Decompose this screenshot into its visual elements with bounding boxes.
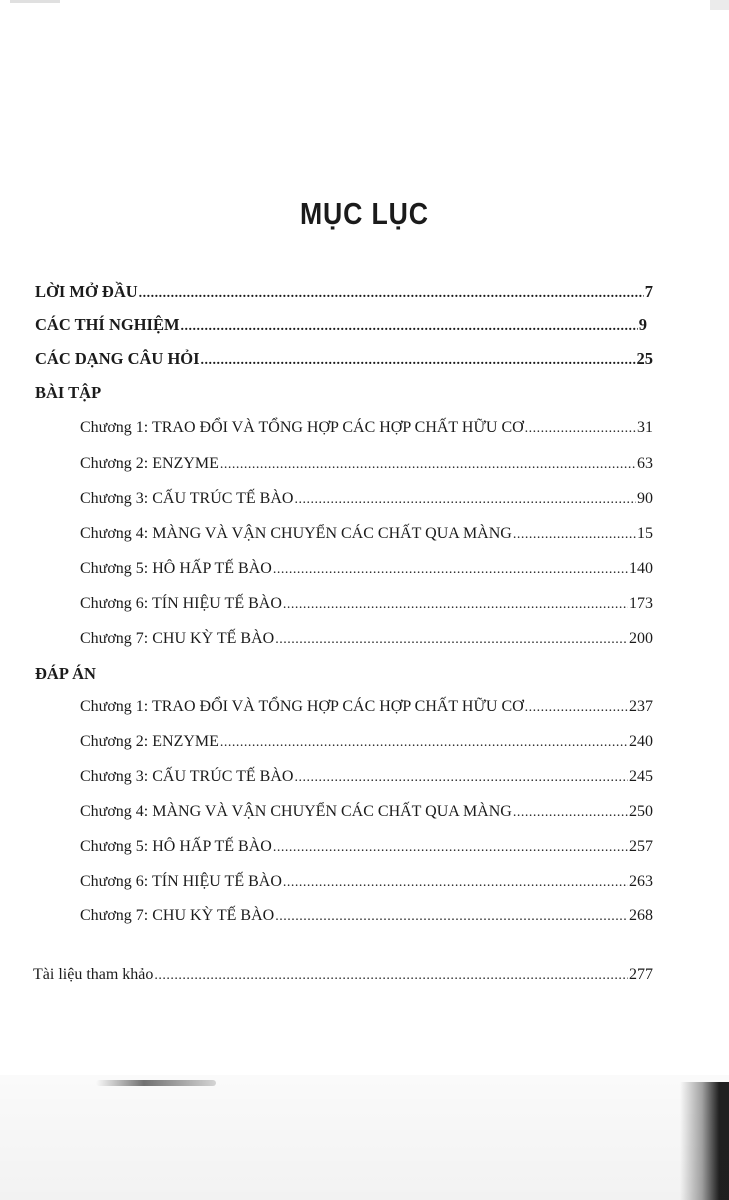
- toc-chapter-entry: [80, 698, 653, 716]
- toc-entry-label: Chương 3: CẤU TRÚC TẾ BÀO: [80, 768, 294, 785]
- toc-chapter-entry: [80, 490, 653, 508]
- toc-entry: [35, 282, 653, 302]
- toc-entry-label: CÁC DẠNG CÂU HỎI: [35, 349, 200, 368]
- dot-leader: [294, 492, 636, 508]
- toc-entry-page: 140: [629, 560, 653, 577]
- toc-entry-label: LỜI MỞ ĐẦU: [35, 282, 138, 301]
- dot-leader: [525, 700, 628, 716]
- toc-chapter-entry: [80, 419, 653, 437]
- toc-entry-page: 31: [637, 419, 653, 436]
- toc-entry-page: 7: [644, 282, 653, 301]
- toc-entry-label: Chương 6: TÍN HIỆU TẾ BÀO: [80, 873, 282, 890]
- toc-entry-page: 237: [629, 698, 653, 715]
- toc-chapter-entry: [80, 630, 653, 648]
- scan-mark: [10, 0, 60, 3]
- toc-entry-label: Chương 4: MÀNG VÀ VẬN CHUYỂN CÁC CHẤT QUA MÀNG: [80, 803, 512, 820]
- scan-mark: [710, 0, 729, 10]
- toc-entry-references: [33, 966, 653, 984]
- dot-leader: [220, 457, 636, 473]
- toc-chapter-entry: [80, 733, 653, 751]
- toc-entry-page: 25: [636, 349, 653, 368]
- toc-entry-page: 245: [629, 768, 653, 785]
- toc-chapter-entry: [80, 907, 653, 925]
- toc-entry-label: Chương 7: CHU KỲ TẾ BÀO: [80, 630, 275, 647]
- toc-entry: [35, 349, 653, 369]
- toc-entry-label: Chương 4: MÀNG VÀ VẬN CHUYỂN CÁC CHẤT QUA MÀNG: [80, 525, 512, 542]
- dot-leader: [283, 597, 628, 613]
- toc-entry-page: 277: [629, 966, 653, 983]
- toc-chapter-entry: [80, 838, 653, 856]
- toc-entry-label: Chương 1: TRAO ĐỔI VÀ TỔNG HỢP CÁC HỢP CHẤT HỮU CƠ: [80, 419, 524, 436]
- dot-leader: [283, 875, 628, 891]
- dot-leader: [139, 286, 644, 302]
- section-heading-answers: ĐÁP ÁN: [35, 664, 96, 683]
- toc-chapter-entry: [80, 595, 653, 613]
- dot-leader: [513, 527, 636, 543]
- scan-shadow: [96, 1080, 216, 1086]
- dot-leader: [525, 421, 636, 437]
- dot-leader: [273, 562, 628, 578]
- toc-chapter-entry: [80, 455, 653, 473]
- toc-entry-page: 257: [629, 838, 653, 855]
- toc-chapter-entry: [80, 560, 653, 578]
- toc-entry-page: 240: [629, 733, 653, 750]
- toc-entry-page: 173: [629, 595, 653, 612]
- toc-entry-label: Tài liệu tham khảo: [33, 966, 154, 983]
- toc-entry: [35, 315, 647, 335]
- toc-entry-page: 200: [629, 630, 653, 647]
- toc-entry-label: Chương 2: ENZYME: [80, 733, 219, 750]
- dot-leader: [513, 805, 628, 821]
- dot-leader: [201, 353, 636, 369]
- toc-entry-page: 250: [629, 803, 653, 820]
- section-heading-exercises: BÀI TẬP: [35, 383, 102, 402]
- scan-shadow: [680, 1082, 729, 1200]
- toc-entry-page: 63: [637, 455, 653, 472]
- toc-entry-label: Chương 1: TRAO ĐỔI VÀ TỔNG HỢP CÁC HỢP CHẤT HỮU CƠ: [80, 698, 524, 715]
- toc-entry-page: 15: [637, 525, 653, 542]
- dot-leader: [294, 770, 628, 786]
- toc-entry-label: Chương 7: CHU KỲ TẾ BÀO: [80, 907, 275, 924]
- dot-leader: [275, 909, 628, 925]
- toc-chapter-entry: [80, 873, 653, 891]
- dot-leader: [154, 968, 628, 984]
- dot-leader: [273, 840, 628, 856]
- toc-entry-label: Chương 5: HÔ HẤP TẾ BÀO: [80, 838, 272, 855]
- toc-entry-page: 268: [629, 907, 653, 924]
- toc-entry-label: Chương 5: HÔ HẤP TẾ BÀO: [80, 560, 272, 577]
- toc-chapter-entry: [80, 768, 653, 786]
- toc-entry-page: 90: [637, 490, 653, 507]
- dot-leader: [181, 319, 638, 335]
- dot-leader: [275, 632, 628, 648]
- toc-chapter-entry: [80, 803, 653, 821]
- toc-entry-page: 9: [638, 315, 647, 334]
- toc-entry-label: Chương 6: TÍN HIỆU TẾ BÀO: [80, 595, 282, 612]
- toc-entry-label: Chương 2: ENZYME: [80, 455, 219, 472]
- dot-leader: [220, 735, 628, 751]
- page-title: MỤC LỤC: [299, 196, 429, 231]
- toc-entry-page: 263: [629, 873, 653, 890]
- toc-entry-label: Chương 3: CẤU TRÚC TẾ BÀO: [80, 490, 294, 507]
- toc-chapter-entry: [80, 525, 653, 543]
- scan-shading: [0, 1075, 729, 1200]
- toc-entry-label: CÁC THÍ NGHIỆM: [35, 315, 180, 334]
